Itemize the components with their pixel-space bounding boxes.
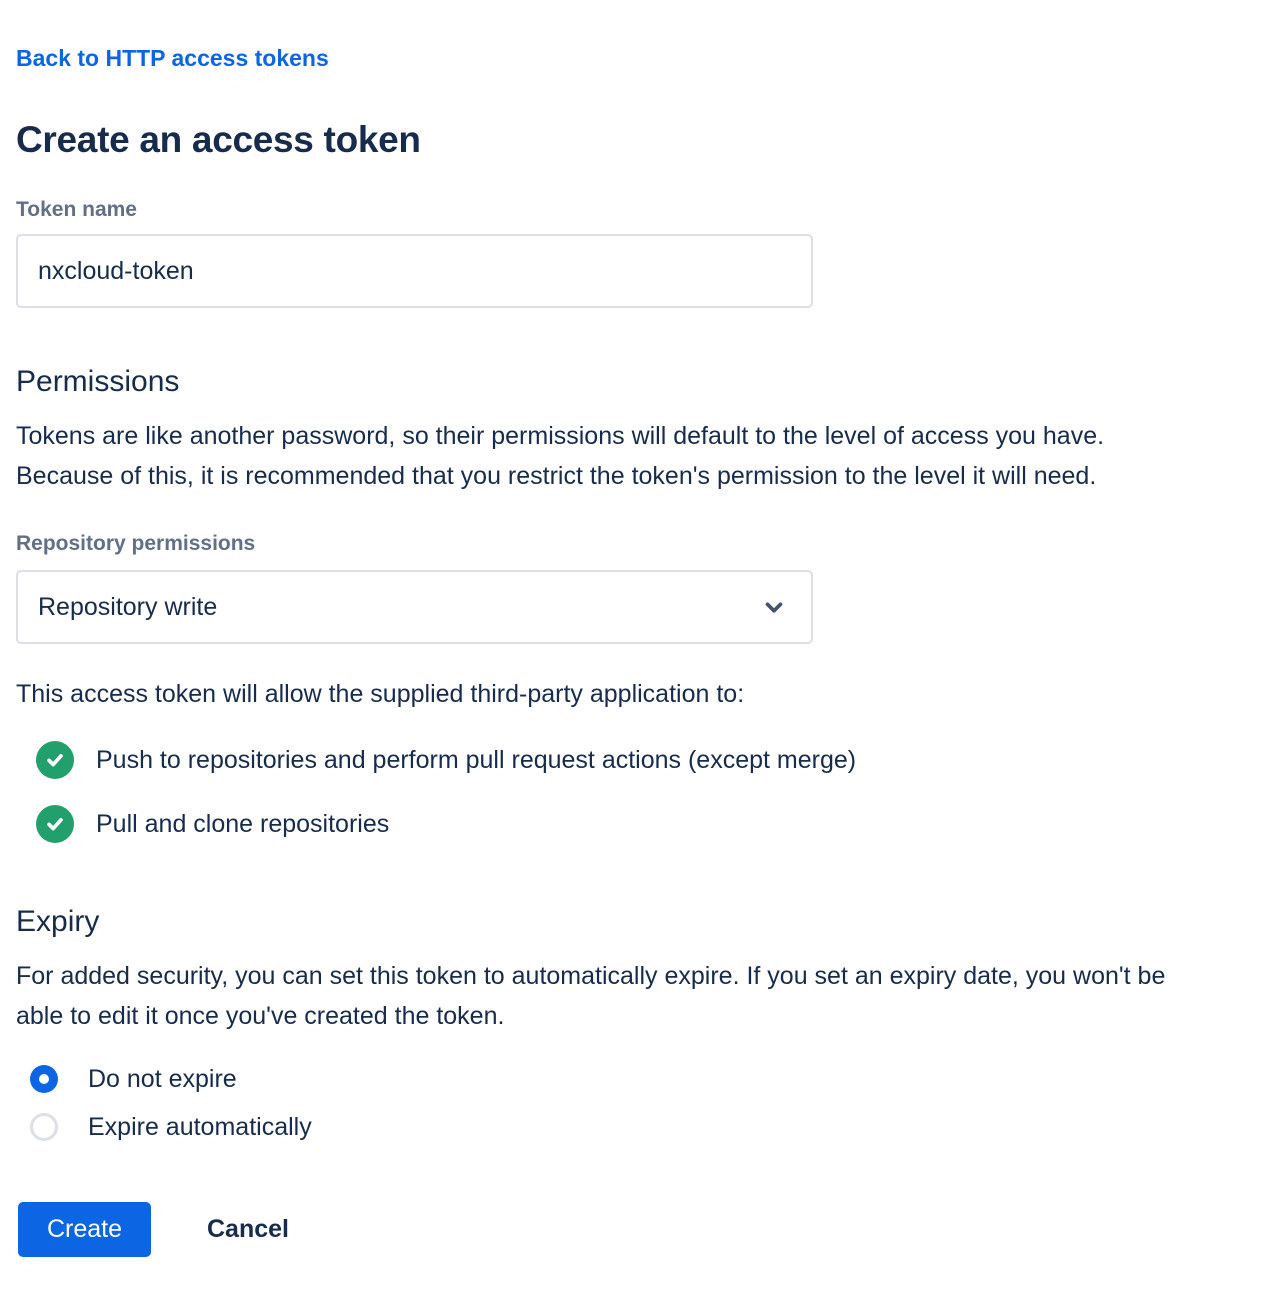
- repository-permissions-select[interactable]: [16, 570, 813, 644]
- page-title: Create an access token: [16, 119, 421, 160]
- repository-permissions-label: Repository permissions: [16, 532, 256, 555]
- expiry-heading: Expiry: [16, 905, 100, 938]
- expiry-description: For added security, you can set this token to automatically expire. If you set an expiry date, you won't be able to edit it once you've created the token.: [16, 962, 1166, 1030]
- capability-text: Pull and clone repositories: [96, 810, 390, 838]
- radio-unselected-icon[interactable]: [30, 1113, 58, 1141]
- check-circle-icon: [36, 741, 74, 779]
- capability-text: Push to repositories and perform pull request actions (except merge): [96, 746, 857, 774]
- radio-selected-icon[interactable]: [30, 1065, 58, 1093]
- token-name-label: Token name: [16, 198, 137, 221]
- create-button[interactable]: Create: [18, 1202, 151, 1257]
- permissions-heading: Permissions: [16, 365, 180, 398]
- check-circle-icon: [36, 805, 74, 843]
- permissions-description: Tokens are like another password, so their permissions will default to the level of access you have. Because of this, it is recommended that you restrict the token's permission to the level it will need.: [16, 422, 1105, 490]
- back-to-http-access-tokens-link[interactable]: Back to HTTP access tokens: [16, 45, 329, 71]
- form-actions: [16, 1202, 1208, 1257]
- cancel-button[interactable]: Cancel: [191, 1205, 305, 1254]
- do-not-expire-label: Do not expire: [88, 1064, 237, 1093]
- capability-item: [16, 804, 1208, 844]
- token-name-input[interactable]: [16, 234, 813, 308]
- chevron-down-icon: [761, 594, 787, 620]
- expiry-radio-group: [16, 1062, 1208, 1144]
- repository-permissions-selected-value: Repository write: [38, 592, 218, 621]
- capability-item: [16, 740, 1208, 780]
- allow-intro-text: This access token will allow the supplied third-party application to:: [16, 680, 745, 708]
- capability-list: [16, 740, 1208, 844]
- expire-automatically-label: Expire automatically: [88, 1112, 312, 1141]
- expire-automatically-option[interactable]: [16, 1110, 1208, 1144]
- do-not-expire-option[interactable]: [16, 1062, 1208, 1096]
